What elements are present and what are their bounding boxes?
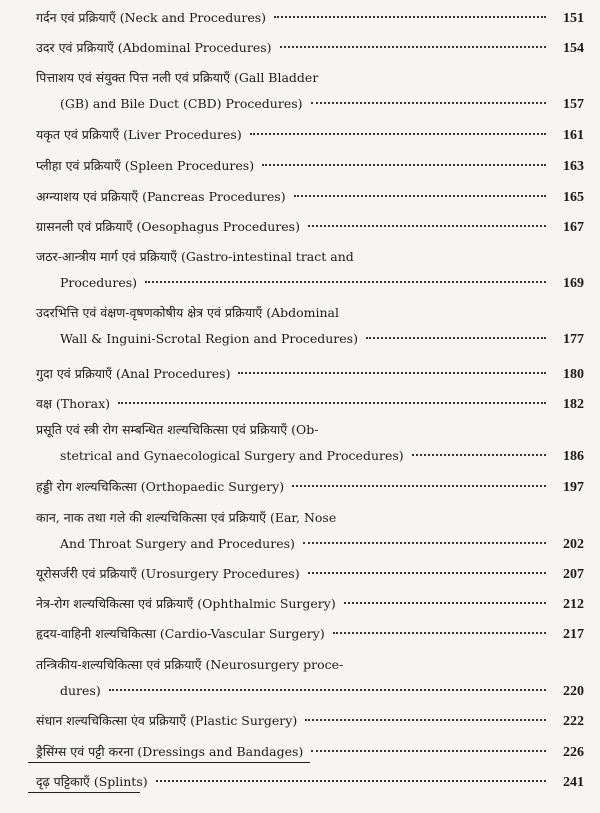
toc-entry-line	[36, 654, 584, 676]
dot-leader	[305, 719, 546, 721]
toc-entry-title: यूरोसर्जरी एवं प्रक्रियाएँ (Urosurgery Procedures)	[36, 566, 300, 581]
toc-entry-line	[36, 302, 584, 324]
toc-entry-line	[36, 7, 584, 29]
dot-leader	[292, 485, 546, 487]
toc-entry-line	[36, 124, 584, 146]
toc-entry-title: तन्त्रिकीय-शल्यचिकित्सा एवं प्रक्रियाएँ (Neurosurgery proce-	[36, 657, 344, 672]
dot-leader	[250, 133, 546, 135]
dot-leader	[238, 372, 546, 374]
underline-rule	[28, 762, 310, 763]
dot-leader	[311, 102, 546, 104]
toc-entry-title: पित्ताशय एवं संयुक्त पित्त नली एवं प्रक्रियाएँ (Gall Bladder	[36, 70, 319, 85]
toc-entry-line	[36, 155, 584, 177]
dot-leader	[366, 337, 546, 339]
toc-entry-line	[36, 593, 584, 615]
page-number: 161	[563, 128, 584, 143]
toc-entry-title: stetrical and Gynaecological Surgery and Procedures)	[60, 448, 404, 463]
page-number: 212	[563, 597, 584, 612]
page-number: 157	[563, 97, 584, 112]
toc-entry-title: Procedures)	[60, 275, 138, 290]
toc-entry-title: And Throat Surgery and Procedures)	[60, 536, 295, 551]
toc-entry-title: उदरभित्ति एवं वंक्षण-वृषणकोषीय क्षेत्र एवं प्रक्रियाएँ (Abdominal	[36, 305, 339, 320]
page-number: 202	[563, 537, 584, 552]
page-number: 241	[563, 775, 584, 790]
page-number: 222	[563, 714, 584, 729]
toc-entry-line	[36, 246, 584, 268]
toc-entry-line	[36, 363, 584, 385]
toc-entry-title: Wall & Inguini-Scrotal Region and Procedures)	[60, 331, 358, 346]
toc-entry-line	[36, 507, 584, 529]
toc-entry-line	[60, 445, 584, 467]
toc-entry-title: dures)	[60, 683, 101, 698]
page-number: 169	[563, 276, 584, 291]
toc-entry-line	[36, 476, 584, 498]
dot-leader	[262, 164, 546, 166]
page-number: 180	[563, 367, 584, 382]
toc-entry-line	[36, 67, 584, 89]
page-number: 167	[563, 220, 584, 235]
toc-entry-line	[36, 741, 584, 763]
toc-entry-title: गुदा एवं प्रक्रियाएँ (Anal Procedures)	[36, 366, 231, 381]
underline-rule	[28, 792, 140, 793]
dot-leader	[308, 225, 546, 227]
page-number: 220	[563, 684, 584, 699]
page-number: 177	[563, 332, 584, 347]
dot-leader	[294, 195, 546, 197]
page-number: 165	[563, 190, 584, 205]
toc-entry-title: संधान शल्यचिकित्सा एंव प्रक्रियाएँ (Plastic Surgery)	[36, 713, 298, 728]
toc-entry-line	[36, 216, 584, 238]
toc-entry-title: गर्दन एवं प्रक्रियाएँ (Neck and Procedures)	[36, 10, 267, 25]
toc-entry-title: (GB) and Bile Duct (CBD) Procedures)	[60, 96, 303, 111]
toc-entry-line	[60, 533, 584, 555]
dot-leader	[412, 454, 546, 456]
page-number: 217	[563, 627, 584, 642]
page-number: 154	[563, 41, 584, 56]
toc-entry-title: दृढ़ पट्टिकाएँ (Splints)	[36, 774, 148, 789]
dot-leader	[156, 780, 546, 782]
toc-entry-line	[36, 37, 584, 59]
dot-leader	[109, 689, 546, 691]
toc-entry-title: हड्डी रोग शल्यचिकित्सा (Orthopaedic Surgery)	[36, 479, 285, 494]
toc-entry-line	[36, 623, 584, 645]
toc-entry-line	[60, 680, 584, 702]
page-number: 207	[563, 567, 584, 582]
page-number: 182	[563, 397, 584, 412]
page-number: 226	[563, 745, 584, 760]
dot-leader	[303, 542, 546, 544]
toc-entry-line	[36, 563, 584, 585]
dot-leader	[311, 750, 546, 752]
toc-entry-title: हृदय-वाहिनी शल्यचिकित्सा (Cardio-Vascular Surgery)	[36, 626, 325, 641]
toc-entry-line	[60, 328, 584, 350]
page-number: 186	[563, 449, 584, 464]
toc-entry-line	[36, 186, 584, 208]
toc-entry-title: ड्रैसिंग्स एवं पट्टी करना (Dressings and Bandages)	[36, 744, 304, 759]
toc-entry-line	[36, 771, 584, 793]
toc-entry-title: प्लीहा एवं प्रक्रियाएँ (Spleen Procedures)	[36, 158, 255, 173]
toc-entry-title: प्रसूति एवं स्त्री रोग सम्बन्धित शल्यचिकित्सा एवं प्रक्रियाएँ (Ob-	[36, 422, 319, 437]
dot-leader	[280, 46, 546, 48]
page-number: 151	[563, 11, 584, 26]
toc-entry-title: ग्रासनली एवं प्रक्रियाएँ (Oesophagus Procedures)	[36, 219, 300, 234]
toc-entry-line	[36, 710, 584, 732]
toc-entry-title: उदर एवं प्रक्रियाएँ (Abdominal Procedures)	[36, 40, 272, 55]
toc-entry-title: नेत्र-रोग शल्यचिकित्सा एवं प्रक्रियाएँ (Ophthalmic Surgery)	[36, 596, 336, 611]
toc-entry-line	[36, 393, 584, 415]
toc-entry-title: कान, नाक तथा गले की शल्यचिकित्सा एवं प्रक्रियाएँ (Ear, Nose	[36, 510, 337, 525]
dot-leader	[344, 602, 546, 604]
dot-leader	[274, 16, 546, 18]
toc-entry-line	[60, 93, 584, 115]
page-number: 163	[563, 159, 584, 174]
toc-entry-title: यकृत एवं प्रक्रियाएँ (Liver Procedures)	[36, 127, 242, 142]
toc-entry-title: अग्न्याशय एवं प्रक्रियाएँ (Pancreas Procedures)	[36, 189, 286, 204]
dot-leader	[333, 632, 546, 634]
dot-leader	[145, 281, 546, 283]
page-number: 197	[563, 480, 584, 495]
toc-entry-title: जठर-आन्त्रीय मार्ग एवं प्रक्रियाएँ (Gastro-intestinal tract and	[36, 249, 354, 264]
toc-entry-line	[60, 272, 584, 294]
toc-entry-title: वक्ष (Thorax)	[36, 396, 111, 411]
toc-entry-line	[36, 419, 584, 441]
dot-leader	[118, 402, 546, 404]
dot-leader	[308, 572, 546, 574]
